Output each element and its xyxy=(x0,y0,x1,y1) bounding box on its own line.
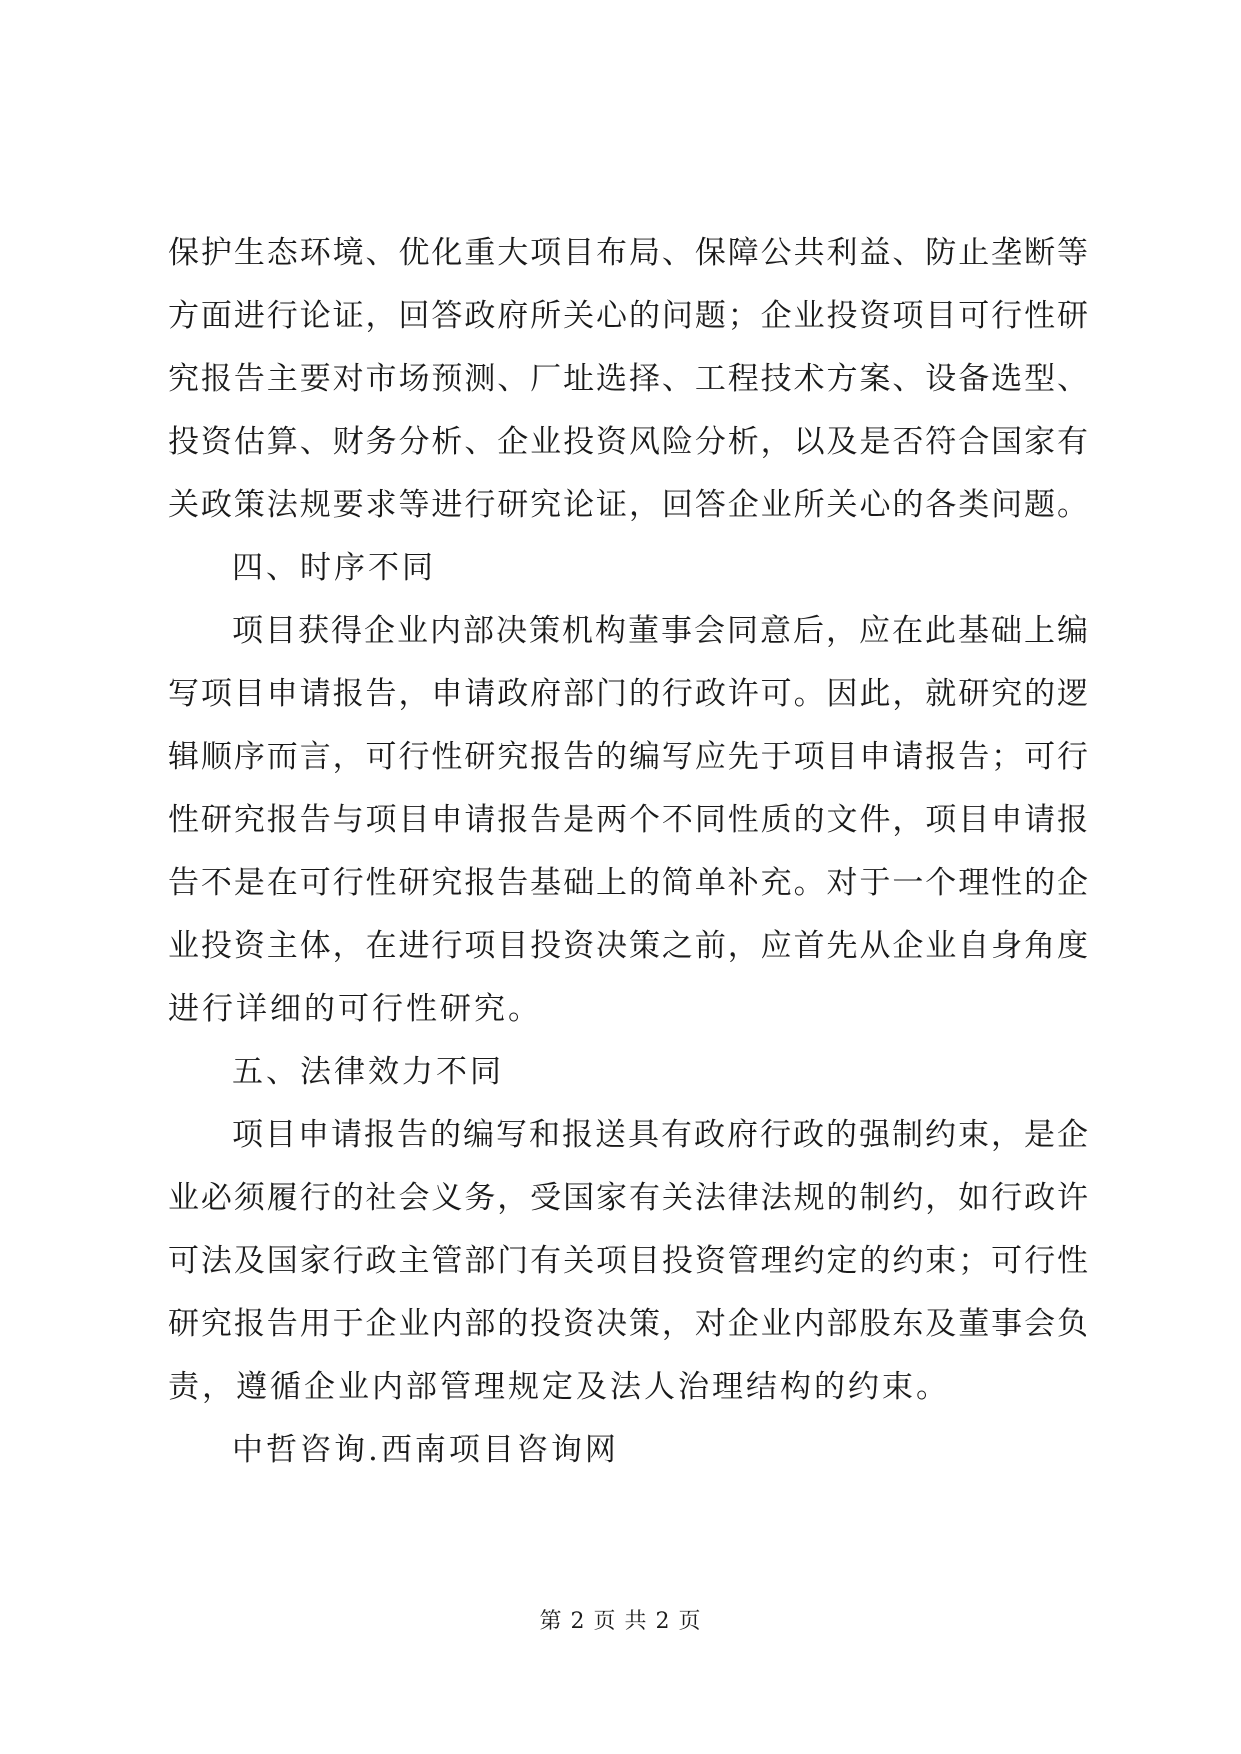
paragraph-line: 保护生态环境、优化重大项目布局、保障公共利益、防止垄断等 xyxy=(168,235,1088,271)
paragraph-line: 性研究报告与项目申请报告是两个不同性质的文件，项目申请报 xyxy=(168,802,1088,838)
paragraph-line: 项目获得企业内部决策机构董事会同意后，应在此基础上编 xyxy=(232,613,1088,649)
paragraph-line: 项目申请报告的编写和报送具有政府行政的强制约束，是企 xyxy=(232,1117,1088,1153)
paragraph-line: 投资估算、财务分析、企业投资风险分析，以及是否符合国家有 xyxy=(168,424,1088,460)
paragraph-line: 辑顺序而言，可行性研究报告的编写应先于项目申请报告；可行 xyxy=(168,739,1088,775)
paragraph-line: 方面进行论证，回答政府所关心的问题；企业投资项目可行性研 xyxy=(168,298,1088,334)
paragraph-line: 可法及国家行政主管部门有关项目投资管理约定的约束；可行性 xyxy=(168,1243,1088,1279)
paragraph-line: 写项目申请报告，申请政府部门的行政许可。因此，就研究的逻 xyxy=(168,676,1088,712)
page-number-footer: 第 2 页 共 2 页 xyxy=(539,1609,702,1634)
section-heading: 五、法律效力不同 xyxy=(232,1054,504,1090)
section-heading: 四、时序不同 xyxy=(232,550,436,586)
paragraph-line: 责，遵循企业内部管理规定及法人治理结构的约束。 xyxy=(168,1369,950,1405)
paragraph-line: 告不是在可行性研究报告基础上的简单补充。对于一个理性的企 xyxy=(168,865,1088,901)
source-line: 中哲咨询.西南项目咨询网 xyxy=(232,1432,619,1468)
document-body xyxy=(168,222,1088,1482)
paragraph-line: 业投资主体，在进行项目投资决策之前，应首先从企业自身角度 xyxy=(168,928,1088,964)
paragraph-line: 业必须履行的社会义务，受国家有关法律法规的制约，如行政许 xyxy=(168,1180,1088,1216)
paragraph-line: 进行详细的可行性研究。 xyxy=(168,991,542,1027)
paragraph-line: 究报告主要对市场预测、厂址选择、工程技术方案、设备选型、 xyxy=(168,361,1088,397)
paragraph-line: 关政策法规要求等进行研究论证，回答企业所关心的各类问题。 xyxy=(168,487,1088,523)
paragraph-line: 研究报告用于企业内部的投资决策，对企业内部股东及董事会负 xyxy=(168,1306,1088,1342)
